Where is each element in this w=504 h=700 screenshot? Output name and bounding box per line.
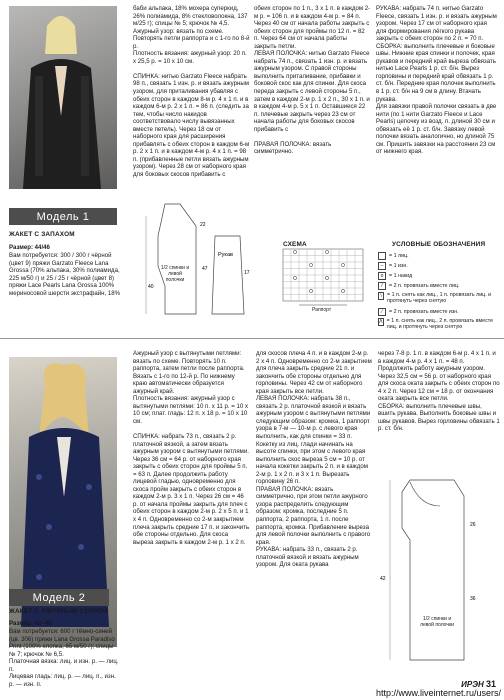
legend-title: УСЛОВНЫЕ ОБОЗНАЧЕНИЯ bbox=[392, 241, 486, 248]
model2-title: ЖАКЕТ С АЖУРНЫМ УЗОРОМ bbox=[9, 608, 109, 615]
model2-label: Модель 2 bbox=[9, 589, 109, 606]
model1-size: Размер: 44/46 bbox=[9, 244, 50, 251]
purl-symbol-icon: – bbox=[378, 262, 386, 270]
model1-dim-4: 40 bbox=[148, 284, 154, 290]
legend-item-3: o = 1 накид bbox=[378, 272, 412, 280]
model2-materials: Вам потребуется: 600 г тёмно-синей (цв. 306) пряжи Lana Grossa Paradiso Print (100% хлопка, 65 м/50 г); спицы № 7; крючок № 6,5. Платочная вязка: лиц. и изн. р. — лиц. п. Лицевая гладь: лиц. р. — лиц. п., изн. р. — изн. п. bbox=[9, 628, 119, 688]
ssk-icon: \ bbox=[378, 292, 384, 300]
section-divider bbox=[0, 338, 504, 339]
p2tog-icon: ⁄ bbox=[378, 308, 386, 316]
model1-half-back-label: 1/2 спинки и левой полочки bbox=[160, 265, 190, 283]
model1-materials: Вам потребуется: 300 / 300 г чёрной (цвет 9) пряжи Garzato Fleece Lana Grossa (70% альпака, 30% полиамида, 225 м/50 г) и 25 / 25 г чёрной (цвет 8) пряжи Lace Pearls Lana Grossa 100% мериносовой шерсти экстрафайн, 18% bbox=[9, 252, 121, 297]
watermark-url[interactable]: http://www.liveinternet.ru/users/ bbox=[375, 688, 501, 698]
model1-sleeve-label: Рукав bbox=[218, 252, 233, 258]
scheme-rapport-label: Раппорт bbox=[312, 307, 332, 313]
legend-item-6: ⁄ = 2 п. провязать вместе изн. bbox=[378, 308, 459, 316]
model1-title: ЖАКЕТ С ЗАПАХОМ bbox=[9, 231, 75, 238]
model2-dim-1: 26 bbox=[470, 522, 476, 528]
sk2p-icon: Λ bbox=[379, 319, 383, 325]
model2-text-col2: Ажурный узор с вытянутыми петлями: вязать по схеме. Повторять 10 п. раппорта, затем петли после раппорта. Вязать с 1-го по 12-й р. По нижнему краю автоматически образуется ажурный край. Плотность вязания: ажурный узор с вытянутыми петлями: 10 п. х 11 р. = 10 х 10 см; плат. гладь: 12 п. х 18 р. = 10 х 10 см. СПИНКА: набрать 73 п., связать 2 р. платочной вязкой, а затем вязать ажурным узором с вытянутыми петлями. Через 36 см = 64 р. от наборного края закрыть с обеих сторон для проймы 5 п. = 63 п. Далее продолжить работу лицевой гладью, одновременно для скоса пройм закрыть с обеих сторон в каждом 2-м р. 3 х 1 п. Через 26 см = 46 р. от начала проймы закрыть для плеч с обеих сторон в каждом 2-м р. 2 х 5 п. и 1 х 4 п. Одновременно со 2-м закрытием плеча закрыть средние 17 п. и закончить обе стороны отдельно. Для скоса выреза закрыть в каждом 2-м р. 1 х 2 п. bbox=[133, 350, 250, 546]
model1-label: Модель 1 bbox=[9, 208, 117, 225]
model1-dim-3: 47 bbox=[202, 266, 208, 272]
model1-text-col4: РУКАВА: набрать 74 п. нитью Garzato Fleece, связать 1 изн. р. и вязать ажурным узором. Через 17 см от наборного края для формирования лёгкого рукава закрыть с обеих сторон по 2 п. = 70 п. СБОРКА: выполнить плечевые и боковые швы. Нижние края спинки и полочек, края рукавов и передний край выреза обвязать нитью Lace Pearls 1 р. ст. б/н. Вырез горловины и передний край обвязать 1 р. ст. б/н. Передние края полочек выполнить в 1 р. ст. б/н на 9 см в длину. Втачать рукава. Для завязки правой полочки связать в две нити (по 1 нити Garzato Fleece и Lace Pearls) цепочку из возд. п. длиной 30 см и обвязать её 1 р. ст. б/н. Завязку левой полочки вязать аналогично, но длиной 75 см. Пришить завязки на расстоянии 23 см от нижнего края. bbox=[376, 5, 497, 156]
model1-photo bbox=[9, 6, 117, 189]
knit-symbol-icon bbox=[378, 252, 386, 260]
model2-dim-2: 42 bbox=[380, 576, 386, 582]
legend-item-5: \ = 1 п. снять как лиц., 1 п. провязать лиц. и протянуть через снятую bbox=[378, 292, 498, 304]
model1-dim-2: 22 bbox=[200, 222, 206, 228]
page-number: 31 bbox=[485, 679, 496, 689]
scheme-title: СХЕМА bbox=[283, 241, 307, 248]
k2tog-icon: / bbox=[378, 282, 386, 290]
legend-item-1: = 1 лиц. bbox=[378, 252, 409, 260]
legend-item-4: / = 2 п. провязать вместе лиц. bbox=[378, 282, 459, 290]
model1-text-col3: обеих сторон по 1 п., 3 х 1 п. в каждом 2-м р. = 106 п. и в каждом 4-м р. = 84 п. Через 40 см от начала работы закрыть с обеих сторон для проймы по 12 п. = 82 п. Через 64 см от начала работы закрыть петли. ЛЕВАЯ ПОЛОЧКА: нитью Garzato Fleece набрать 74 п., связать 1 изн. р. и вязать ажурным узором. С правой стороны выполнить приталивание, прибавки и боковой скос как для спинки. Для скоса переда закрыть с левой стороны 5 п., затем в каждом 2-м р. 1 х 2 п., 30 х 1 п. и в каждом 4-м р. 5 х 1 п. Оставшиеся 22 п. плечевые закрыть через 23 см от начала работы для боковых скосов прибавить с ПРАВАЯ ПОЛОЧКА: вязать симметрично. bbox=[254, 5, 371, 156]
model2-size: Размер: 42–46 bbox=[9, 620, 52, 627]
model2-half-back-label: 1/2 спинки и левой полочки bbox=[420, 616, 454, 628]
model1-figure bbox=[9, 6, 117, 189]
model2-pattern-diagram bbox=[380, 470, 500, 670]
scheme-grid bbox=[283, 249, 365, 311]
legend-item-2: – = 1 изн. bbox=[378, 262, 408, 270]
model2-text-col4: через 7-8 р. 1 п. в каждом 6-м р. 4 х 1 п. и в каждом 4-м р. 4 х 1 п. = 48 п. Продолжить работу ажурным узором. Через 32,5 см = 56 р. от наборного края для скоса оката закрыть с обеих сторон по 4 х 2 п. Через 12 см = 18 р. от окончания оката закрыть все петли. СБОРКА: выполнить плечевые швы, вшить рукава. Выполнить боковые швы и швы рукавов. Вырез горловины обвязать 1 р. ст. б/н. bbox=[378, 350, 500, 433]
yarn-over-icon: o bbox=[378, 272, 386, 280]
brand-name: ИРЭН bbox=[461, 680, 484, 689]
legend-item-7: Λ = 1 п. снять как лиц., 2 п. провязать вместе лиц. и протянуть через снятую bbox=[379, 318, 494, 330]
model2-text-col3: для скосов плеча 4 п. и в каждом 2-м р. 2 х 4 п. Одновременно со 2-м закрытием для плеча закрыть средние 21 п. и закончить обе стороны отдельно для горловины. Через 42 см от наборного края закрыть все петли. ЛЕВАЯ ПОЛОЧКА: набрать 38 п., связать 2 р. платочной вязкой и вязать ажурным узором с вытянутыми петлями следующим образом: кромка, 1 раппорт узора в 7-м — 10-м р. с левого края выполнить, как для спинки = 33 п. Кокетку из лиц. глади начинать на высоте спинки, при этом с левого края выполнить скос выреза 5 см = 10 р. от начала кокетки закрыть 2 п. и в каждом 2-м р. 1 х 2 п. и 3 х 1 п. Вырезать горловину 26 п. ПРАВАЯ ПОЛОЧКА: вязать симметрично, при этом петли ажурного узора распределить следующим образом: кромка, последние 5 п. раппорта, 2 раппорта, 1 п. после раппорта, кромка. Прибавление выреза для левой полочки выполнить с правого края. РУКАВА: набрать 33 п., связать 2 р. платочной вязкой и вязать ажурным узором. Для оката рукава bbox=[256, 350, 372, 569]
model1-dim-1: 17 bbox=[244, 270, 250, 276]
model1-text-col2: баби альпака, 18% мохера суперкид, 26% полиамида, 8% стекловолокна, 137 м/25 г); спицы № 5; крючок № 4,5. Ажурный узор: вязать по схеме. Повторять петли раппорта и с 1-го по 8-й р. Плотность вязания: ажурный узор: 20 п. х 25,5 р. = 10 х 10 см. СПИНКА: нитью Garzato Fleece набрать 98 п., связать 1 изн. р. и вязать ажурным узором, для приталивания убавляя с обеих сторон в каждом 8-м р. 4 х 1 п. и в каждом 6-м р. 2 х 1 п. = 86 п. (следить за тем, чтобы число накидов соответствовало числу вывязанных вместе петель). Через 18 см от наборного края для расширения прибавлять с обеих сторон в каждом 6-м р. 2 х 1 п. и в каждом 4-м р. 4 х 1 п. = 98 п. (прибавленные петли вязать ажурным узором). Через 28 см от наборного края для боковых скосов прибавить с bbox=[133, 5, 250, 179]
model1-pattern-diagram bbox=[140, 196, 272, 328]
model2-dim-3: 36 bbox=[470, 596, 476, 602]
